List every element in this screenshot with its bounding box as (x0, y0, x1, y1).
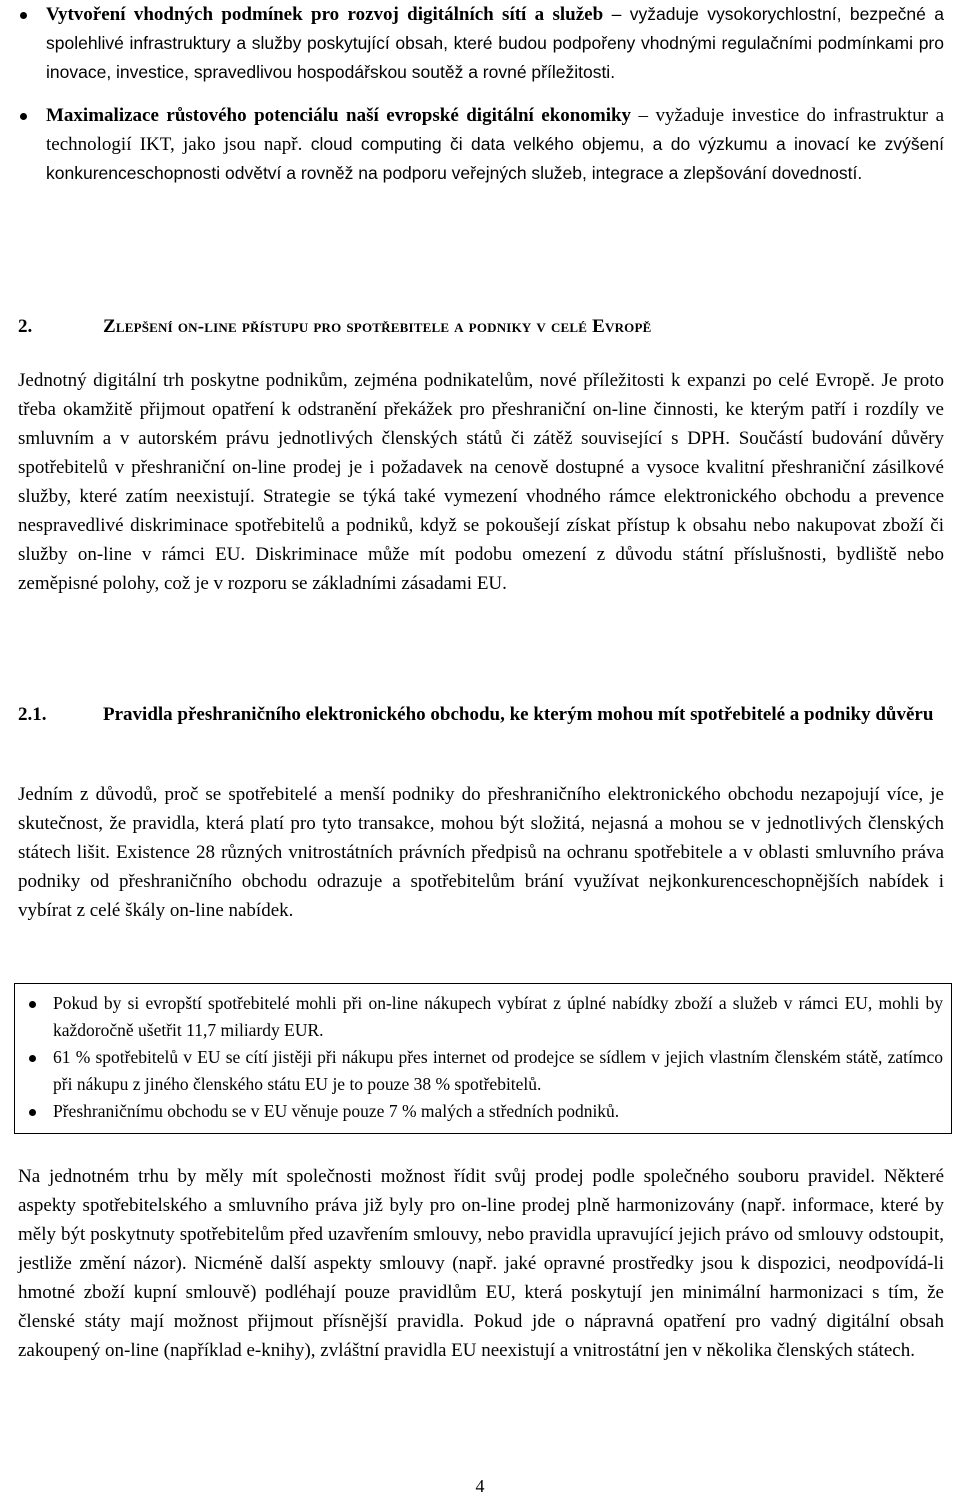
fact-text: Pokud by si evropští spotřebitelé mohli při on-line nákupech vybírat z úplné nabídky zboží a služeb v rámci EU, mohli by každoročně ušetřit 11,7 miliardy EUR. (53, 993, 943, 1040)
subsection-heading (18, 700, 944, 729)
bullet-body: cloud computing či data velkého objemu, a do výzkumu a inovací ke zvýšení konkurenceschopnosti odvětví a rovněž na podporu veřejných služeb, integrace a zlepšování dovedností. (46, 134, 945, 183)
bullet-text (46, 0, 944, 87)
bullet-icon (29, 1109, 36, 1116)
bullet-icon (20, 113, 27, 120)
bullet-icon (20, 12, 27, 19)
bullet-icon (29, 1055, 36, 1062)
page-number: 4 (475, 1476, 485, 1496)
list-item (18, 101, 944, 188)
list-item (15, 990, 951, 1044)
body-paragraph: Jedním z důvodů, proč se spotřebitelé a menší podniky do přeshraničního elektronického obchodu nezapojují více, je skutečnost, že pravidla, která platí pro tyto transakce, mohou být složitá, nejasná a mohou se v jednotlivých členských státech lišit. Existence 28 různých vnitrostátních právních předpisů na ochranu spotřebitele a v oblasti smluvního práva podniky od přeshraničního obchodu odrazuje a spotřebitelům brání využívat nejkonkurenceschopnějších nabídek i vybírat z celé škály on-line nabídek. (18, 784, 944, 921)
section-title: Zlepšení on-line přístupu pro spotřebitele a podniky v celé Evropě (103, 316, 652, 337)
bullet-body-serif: – vyžaduje investice do infrastruktur a technologií IKT, jako jsou např. (46, 105, 944, 155)
list-item (15, 1098, 951, 1125)
subsection-title: Pravidla přeshraničního elektronického obchodu, ke kterým mohou mít spotřebitelé a podniky důvěru (103, 704, 934, 725)
section-heading (18, 314, 944, 340)
bullet-lead: Vytvoření vhodných podmínek pro rozvoj digitálních sítí a služeb (46, 4, 604, 25)
section-number: 2. (18, 316, 33, 337)
fact-text: Přeshraničnímu obchodu se v EU věnuje pouze 7 % malých a středních podniků. (53, 1101, 620, 1121)
top-bullet-list (18, 0, 944, 202)
bullet-lead: Maximalizace růstového potenciálu naší evropské digitální ekonomiky (46, 105, 632, 126)
bullet-body: – vyžaduje vysokorychlostní, bezpečné a spolehlivé infrastruktury a služby poskytující obsah, které budou podpořeny vhodnými regulačními podmínkami pro inovace, investice, spravedlivou hospodářskou soutěž a rovné příležitosti. (46, 4, 944, 82)
facts-box (14, 983, 952, 1134)
subsection-number: 2.1. (18, 704, 47, 725)
list-item (15, 1044, 951, 1098)
bullet-icon (29, 1001, 36, 1008)
bullet-text (46, 101, 944, 188)
body-paragraph: Jednotný digitální trh poskytne podnikům, zejména podnikatelům, nové příležitosti k expanzi po celé Evropě. Je proto třeba okamžitě přijmout opatření k odstranění překážek pro přeshraniční on-line činnosti, ke kterým patří i rozdíly ve smluvním a v autorském právu jednotlivých členských států či zátěž související s DPH. Součástí budování důvěry spotřebitelů v přeshraniční on-line prodej je i požadavek na cenově dostupné a vysoce kvalitní přeshraniční zásilkové služby, které zatím neexistují. Strategie se týká také vymezení vhodného rámce elektronického obchodu a prevence nespravedlivé diskriminace spotřebitelů a podniků, když se pokoušejí získat přístup k obsahu nebo nakupovat zboží či služby on-line v rámci EU. Diskriminace může mít podobu omezení z důvodu státní příslušnosti, bydliště nebo zeměpisné polohy, což je v rozporu se základními zásadami EU. (18, 370, 944, 594)
list-item (18, 0, 944, 87)
fact-text: 61 % spotřebitelů v EU se cítí jistěji při nákupu přes internet od prodejce se sídlem v jejich vlastním členském státě, zatímco při nákupu z jiného členského státu EU je to pouze 38 % spotřebitelů. (53, 1047, 943, 1094)
body-paragraph: Na jednotném trhu by měly mít společnosti možnost řídit svůj prodej podle společného souboru pravidel. Některé aspekty spotřebitelského a smluvního práva již byly pro on-line prodej plně harmonizovány (např. informace, které by měly být poskytnuty spotřebitelům před uzavřením smlouvy, nebo pravidla upravující jejich právo od smlouvy odstoupit, jestliže změní názor). Nicméně další aspekty smlouvy (např. jaké opravné prostředky jsou k dispozici, neodpovídá-li hmotné zboží kupní smlouvě) podléhají pouze pravidlům EU, která poskytují jen minimální harmonizaci s tím, že členské státy mají možnost přijmout přísnější pravidla. Pokud jde o nápravná opatření pro vadný digitální obsah zakoupený on-line (například e-knihy), zvláštní pravidla EU neexistují a vnitrostátní jen v několika členských státech. (18, 1166, 944, 1361)
